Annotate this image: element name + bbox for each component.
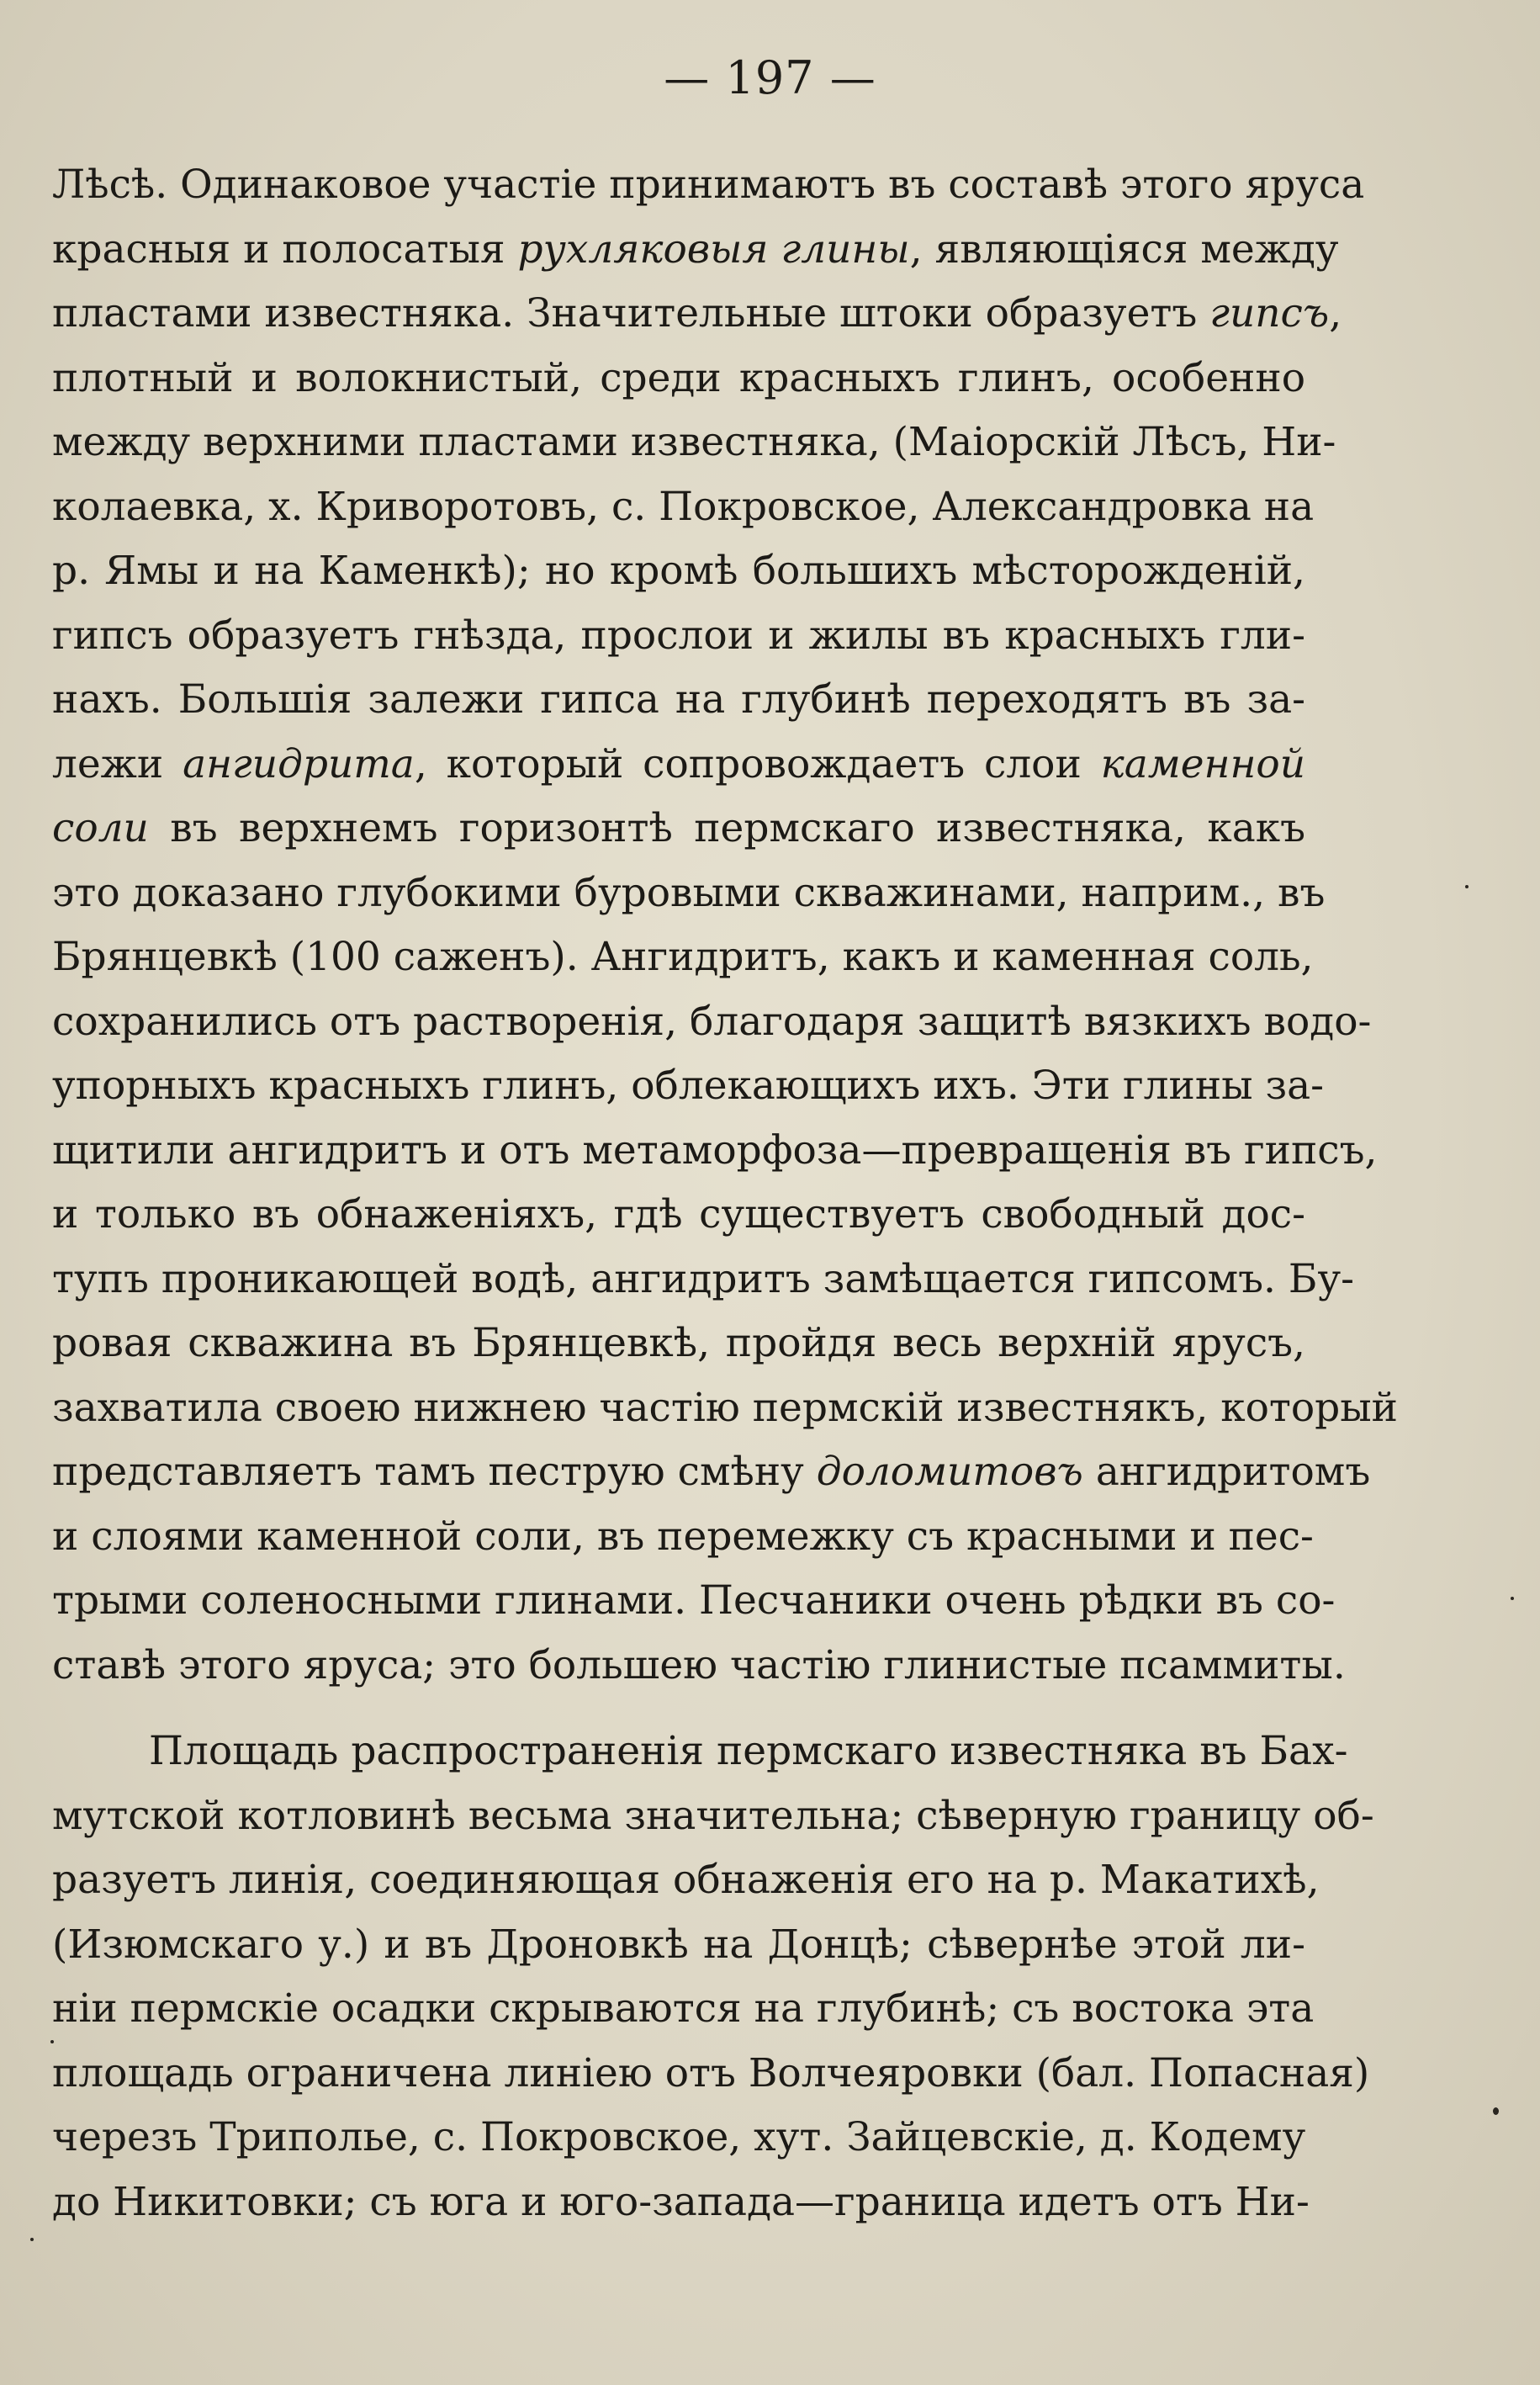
text-line: [52, 1440, 1371, 1505]
text-run: пластами известняка. Значительные штоки образуетъ: [52, 290, 1210, 337]
page-number: — 197 —: [664, 51, 876, 104]
text-run: трыми соленосными глинами. Песчаники очень рѣдки въ со-: [52, 1577, 1336, 1624]
text-line: [52, 1376, 1398, 1441]
text-run: щитили ангидритъ и отъ метаморфоза—превращенія въ гипсъ,: [52, 1126, 1378, 1174]
text-run: Лѣсѣ. Одинаковое участіе принимаютъ въ составѣ этого яруса: [52, 162, 1365, 208]
paragraph-gap: [52, 1698, 1305, 1720]
text-run: ,: [1329, 290, 1342, 337]
text-run: площадь ограничена линіею отъ Волчеяровки (бал. Попасная): [52, 2049, 1370, 2096]
paper-speck: [30, 2238, 34, 2241]
text-line: [52, 861, 1326, 926]
text-line: [52, 1977, 1315, 2042]
text-run: лежи: [52, 740, 183, 787]
text-line: [52, 1634, 1346, 1699]
text-line: [52, 990, 1372, 1055]
text-run: ставѣ этого яруса; это большею частію глинистые псаммиты.: [52, 1641, 1346, 1688]
text-run: это доказано глубокими буровыми скважинами, наприм., въ: [52, 869, 1326, 916]
italic-term: каменной: [1100, 740, 1305, 787]
text-run: ангидритомъ: [1082, 1449, 1371, 1495]
text-line: [52, 733, 1305, 798]
text-run: р. Ямы и на Каменкѣ); но кромѣ большихъ мѣсторожденій,: [52, 548, 1305, 594]
text-run: мутской котловинѣ весьма значительна; сѣверную границу об-: [52, 1792, 1374, 1839]
body-text: [52, 153, 1398, 2234]
italic-term: рухляковыя глины: [517, 225, 910, 273]
text-line: [52, 475, 1315, 540]
text-line: [52, 153, 1365, 218]
text-line: [52, 1848, 1320, 1913]
text-line: [52, 1505, 1314, 1570]
text-run: (Изюмскаго у.) и въ Дроновкѣ на Донцѣ; сѣвернѣе этой ли-: [52, 1921, 1305, 1968]
text-run: Брянцевкѣ (100 саженъ). Ангидритъ, какъ и каменная соль,: [52, 934, 1314, 980]
text-line: [52, 1054, 1325, 1119]
text-line: [52, 1913, 1305, 1978]
text-line: [52, 2042, 1370, 2107]
text-line: [52, 2170, 1310, 2235]
text-line: [52, 1119, 1378, 1184]
text-run: захватила своею нижнею частію пермскій известнякъ, который: [52, 1384, 1398, 1431]
text-run: упорныхъ красныхъ глинъ, облекающихъ ихъ. Эти глины за-: [52, 1063, 1325, 1109]
text-run: и слоями каменной соли, въ перемежку съ красными и пес-: [52, 1513, 1314, 1560]
text-line: [52, 925, 1314, 990]
text-line: [52, 668, 1305, 733]
text-line: [52, 604, 1305, 669]
text-run: въ верхнемъ горизонтѣ пермскаго известняка, какъ: [148, 805, 1305, 851]
text-run: и только въ обнаженіяхъ, гдѣ существуетъ свободный дос-: [52, 1191, 1305, 1238]
text-line: [52, 411, 1336, 475]
text-line: [52, 539, 1305, 604]
paper-speck: [1511, 1597, 1514, 1600]
text-run: тупъ проникающей водѣ, ангидритъ замѣщается гипсомъ. Бу-: [52, 1255, 1354, 1302]
text-line: [52, 1784, 1374, 1849]
text-run: сохранились отъ растворенія, благодаря защитѣ вязкихъ водо-: [52, 998, 1372, 1045]
text-run: между верхними пластами известняка, (Маіорскій Лѣсъ, Ни-: [52, 419, 1336, 465]
paper-speck: [50, 2040, 54, 2043]
text-run: плотный и волокнистый, среди красныхъ глинъ, особенно: [52, 354, 1305, 401]
text-line: [52, 1569, 1336, 1634]
text-run: колаевка, х. Криворотовъ, с. Покровское, Александровка на: [52, 483, 1315, 530]
italic-term: ангидрита: [183, 740, 415, 787]
text-run: до Никитовки; съ юга и юго-запада—граница идетъ отъ Ни-: [52, 2178, 1310, 2225]
paper-speck: [1493, 2107, 1499, 2115]
text-run: Площадь распространенія пермскаго известняка въ Бах-: [149, 1728, 1348, 1774]
text-run: представляетъ тамъ пеструю смѣну: [52, 1449, 817, 1495]
italic-term: соли: [52, 805, 149, 851]
text-line: [52, 1248, 1354, 1312]
text-run: , который сопровождаетъ слои: [414, 740, 1101, 787]
text-line: [52, 347, 1305, 411]
italic-term: гипсъ: [1209, 290, 1330, 337]
text-run: разуетъ линія, соединяющая обнаженія его на р. Макатихѣ,: [52, 1857, 1320, 1903]
text-run: нахъ. Большія залежи гипса на глубинѣ переходятъ въ за-: [52, 676, 1305, 723]
text-run: , являющіяся между: [909, 225, 1339, 273]
text-line: [52, 1720, 1348, 1784]
text-line: [52, 1183, 1305, 1248]
text-run: красныя и полосатыя: [52, 225, 518, 273]
text-line: [52, 1312, 1305, 1376]
text-run: гипсъ образуетъ гнѣзда, прослои и жилы въ красныхъ гли-: [52, 612, 1305, 659]
paper-speck: [1465, 885, 1469, 888]
text-line: [52, 2106, 1305, 2170]
italic-term: доломитовъ: [816, 1449, 1083, 1495]
text-run: ніи пермскіе осадки скрываются на глубинѣ; съ востока эта: [52, 1985, 1315, 2032]
text-line: [52, 218, 1339, 283]
text-run: ровая скважина въ Брянцевкѣ, пройдя весь верхній ярусъ,: [52, 1320, 1305, 1366]
text-line: [52, 282, 1342, 347]
text-run: черезъ Триполье, с. Покровское, хут. Зайцевскіе, д. Кодему: [52, 2114, 1306, 2160]
text-line: [52, 797, 1305, 861]
